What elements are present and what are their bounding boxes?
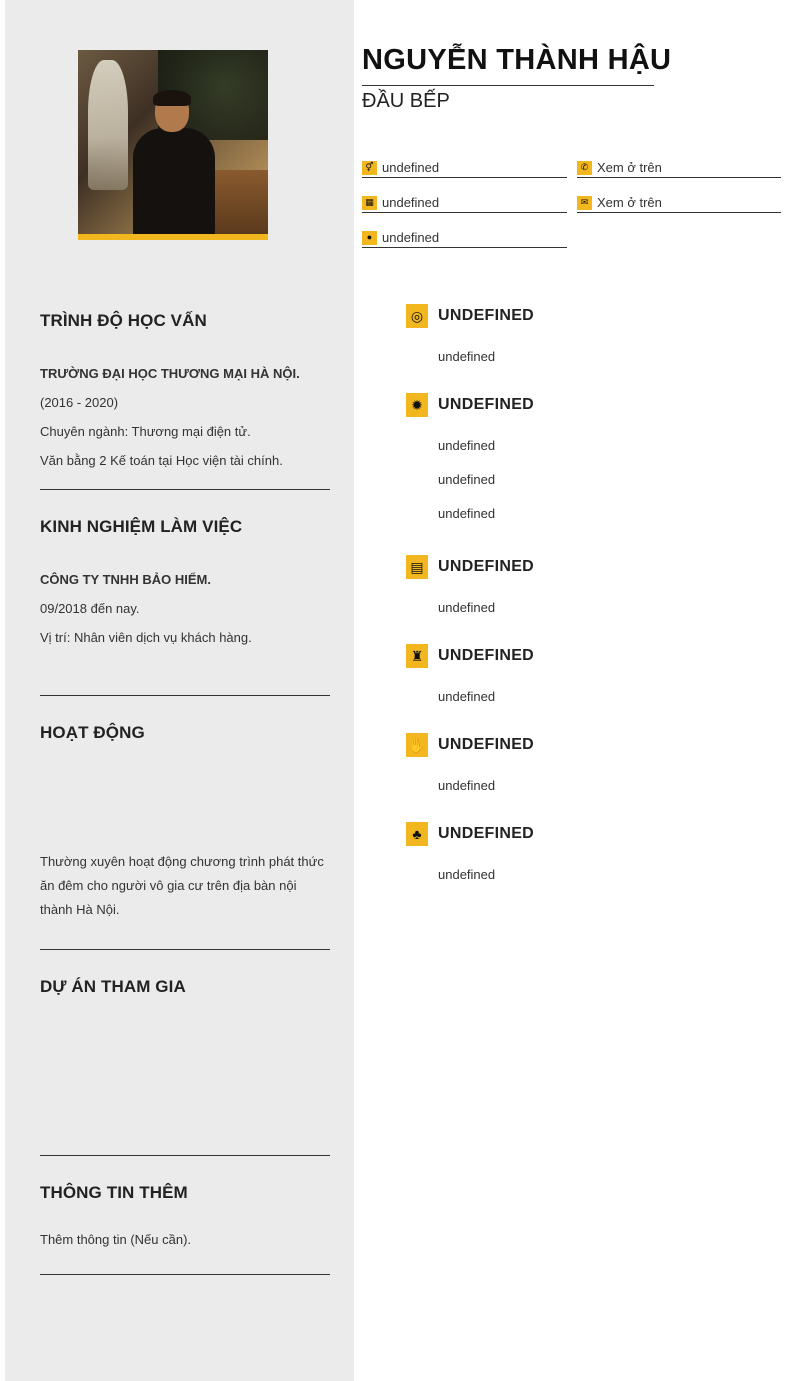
block-title: UNDEFINED (438, 307, 535, 324)
divider (40, 1155, 330, 1156)
block-item: undefined (438, 867, 496, 882)
projects-section (40, 977, 330, 997)
calendar-icon: ▦ (362, 196, 377, 210)
experience-period: 09/2018 đến nay. (40, 601, 140, 616)
block-item: undefined (438, 600, 496, 615)
education-section (40, 311, 330, 475)
location-icon: ● (362, 231, 377, 245)
experience-title: KINH NGHIỆM LÀM VIỆC (40, 517, 243, 536)
block-item: undefined (438, 472, 496, 487)
block-item: undefined (438, 778, 496, 793)
divider (40, 949, 330, 950)
activities-section (40, 723, 330, 743)
block-item: undefined (438, 506, 496, 521)
right-block-1 (406, 304, 786, 374)
activities-text: Thường xuyên hoạt động chương trình phát thức ăn đêm cho người vô gia cư trên địa bàn nội thành Hà Nội. (40, 854, 324, 917)
email-icon: ✉ (577, 196, 592, 210)
more-info-text: Thêm thông tin (Nếu cần). (40, 1232, 192, 1247)
education-period: (2016 - 2020) (40, 395, 119, 410)
profile-photo (78, 50, 268, 240)
gear-icon: ✹ (406, 393, 428, 417)
activities-title: HOẠT ĐỘNG (40, 723, 145, 742)
block-title: UNDEFINED (438, 396, 535, 413)
education-school: TRƯỜNG ĐẠI HỌC THƯƠNG MẠI HÀ NỘI. (40, 366, 300, 381)
block-item: undefined (438, 438, 496, 453)
experience-section (40, 517, 330, 652)
contact-phone: ✆ Xem ở trên (577, 158, 781, 178)
block-item: undefined (438, 689, 496, 704)
target-icon: ◎ (406, 304, 428, 328)
people-icon: ♣ (406, 822, 428, 846)
more-info-section (40, 1183, 330, 1254)
right-block-5 (406, 733, 786, 803)
block-title: UNDEFINED (438, 558, 535, 575)
thumbs-up-icon: ✋ (406, 733, 428, 757)
right-block-6 (406, 822, 786, 892)
right-block-2 (406, 393, 786, 531)
block-title: UNDEFINED (438, 736, 535, 753)
block-item: undefined (438, 349, 496, 364)
projects-title: DỰ ÁN THAM GIA (40, 977, 186, 996)
experience-company: CÔNG TY TNHH BẢO HIỂM. (40, 572, 211, 587)
trophy-icon: ♜ (406, 644, 428, 668)
contact-email: ✉ Xem ở trên (577, 193, 781, 213)
divider (40, 695, 330, 696)
experience-position: Vị trí: Nhân viên dịch vụ khách hàng. (40, 630, 252, 645)
gender-icon: ⚥ (362, 161, 377, 175)
education-title: TRÌNH ĐỘ HỌC VẤN (40, 311, 207, 330)
candidate-role: ĐẦU BẾP (362, 90, 450, 112)
contact-address: ● undefined (362, 228, 567, 248)
contact-birthday: ▦ undefined (362, 193, 567, 213)
right-block-3 (406, 555, 786, 625)
divider (40, 489, 330, 490)
right-block-4 (406, 644, 786, 714)
phone-icon: ✆ (577, 161, 592, 175)
education-extra: Văn bằng 2 Kế toán tại Học viện tài chính. (40, 453, 283, 468)
block-title: UNDEFINED (438, 647, 535, 664)
education-major: Chuyên ngành: Thương mại điện tử. (40, 424, 251, 439)
divider (40, 1274, 330, 1275)
more-info-title: THÔNG TIN THÊM (40, 1183, 188, 1202)
candidate-name: NGUYỄN THÀNH HẬU (362, 44, 672, 76)
document-icon: ▤ (406, 555, 428, 579)
name-underline (362, 85, 654, 86)
block-title: UNDEFINED (438, 825, 535, 842)
contact-gender: ⚥ undefined (362, 158, 567, 178)
